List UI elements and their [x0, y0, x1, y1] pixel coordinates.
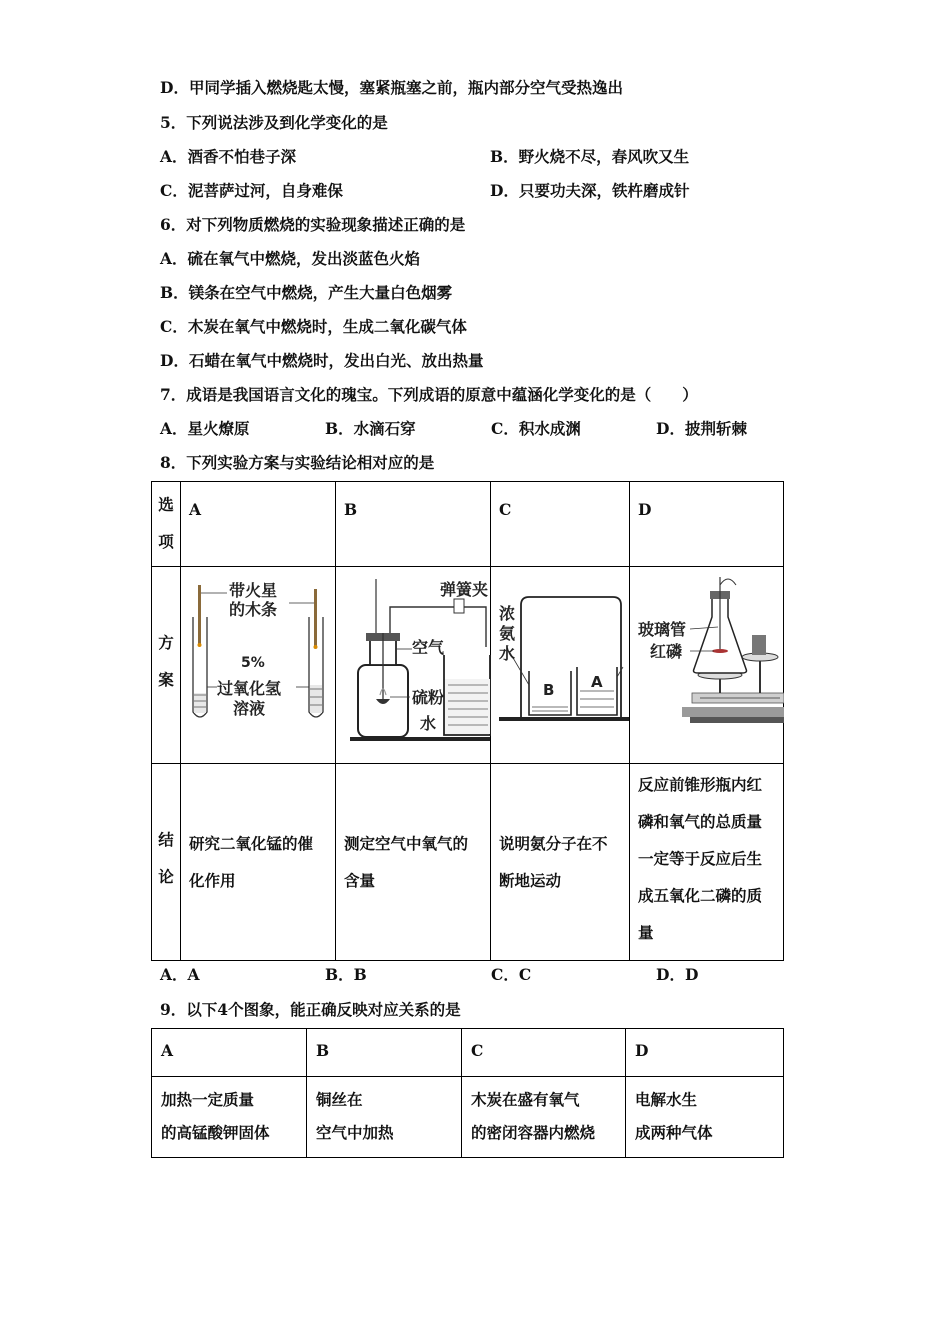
- label-air: 空气: [412, 638, 445, 657]
- label-phosphorus: 红磷: [650, 642, 683, 661]
- q8-header-d: D: [638, 500, 652, 519]
- label-ammonia-2: 氨: [499, 624, 516, 643]
- q8-conclusion-b: 测定空气中氧气的含量: [344, 834, 469, 890]
- q5-option-d: D．只要功夫深，铁杵磨成针: [490, 181, 690, 200]
- q8-figure-a: [181, 567, 336, 763]
- weight: [752, 635, 766, 655]
- q8-conclusion-d: 反应前锥形瓶内红磷和氧气的总质量一定等于反应后生成五氧化二磷的质量: [638, 775, 763, 942]
- q9-desc-a-1: 加热一定质量: [161, 1090, 255, 1109]
- splint-left: [198, 585, 201, 645]
- q8-figure-b: [336, 567, 491, 763]
- q8-conclusion-c: 说明氨分子在不断地运动: [499, 834, 608, 890]
- q8-conclusion-label-1: 结: [158, 830, 174, 849]
- q8-figure-a-cell: [181, 567, 336, 764]
- q9-desc-b-2: 空气中加热: [316, 1123, 394, 1142]
- balance-base: [682, 707, 784, 717]
- q9-header-b: B: [316, 1041, 330, 1060]
- label-beaker-b: B: [543, 681, 555, 699]
- q8-option-label-cell: [152, 482, 181, 567]
- q7-option-c: C．积水成渊: [491, 419, 581, 438]
- tube-down: [476, 607, 486, 647]
- q8-table: [151, 481, 784, 961]
- q9-header-a: A: [161, 1041, 174, 1060]
- q5-option-b: B．野火烧不尽，春风吹又生: [490, 147, 690, 166]
- label-percent: 5%: [241, 655, 265, 671]
- q5-option-c: C．泥菩萨过河，自身难保: [160, 181, 343, 200]
- q8-plan-label-1: 方: [158, 633, 174, 652]
- q8-stem: 8．下列实验方案与实验结论相对应的是: [160, 453, 435, 472]
- label-sulfur: 硫粉: [412, 688, 445, 707]
- q8-header-row: [152, 482, 784, 567]
- q9-desc-d-1: 电解水生: [635, 1090, 698, 1109]
- q7-option-b: B．水滴石穿: [325, 419, 416, 438]
- q8-option-label-2: 项: [158, 532, 174, 551]
- q8-header-b: B: [344, 500, 358, 519]
- q9-header-row: [152, 1029, 784, 1077]
- label-solution-2: 溶液: [233, 699, 266, 718]
- q8-option-a: A．A: [160, 965, 200, 984]
- q8-option-label-1: 选: [158, 495, 174, 514]
- q5-option-a: A．酒香不怕巷子深: [160, 147, 297, 166]
- label-solution: 过氧化氢: [217, 679, 282, 698]
- q8-conclusion-label-2: 论: [158, 867, 174, 886]
- q7-option-a: A．星火燎原: [160, 419, 250, 438]
- label-tube: 玻璃管: [638, 620, 687, 639]
- q8-figure-c: [491, 567, 630, 763]
- q8-plan-label-2: 案: [158, 670, 174, 689]
- q9-header-d: D: [635, 1041, 649, 1060]
- q9-desc-b-1: 铜丝在: [316, 1090, 363, 1109]
- q6-option-d: D．石蜡在氧气中燃烧时，发出白光、放出热量: [160, 351, 484, 370]
- label-water: 水: [420, 714, 437, 733]
- label-stick: 带火星: [229, 581, 278, 600]
- ember-left: [198, 643, 202, 647]
- label-clamp: 弹簧夹: [440, 580, 489, 599]
- q7-stem: 7．成语是我国语言文化的瑰宝。下列成语的原意中蕴涵化学变化的是（ ）: [160, 385, 698, 404]
- tube-top: [390, 607, 456, 633]
- q9-header-c: C: [471, 1041, 484, 1060]
- label-beaker-a: A: [591, 673, 603, 691]
- q8-figure-c-cell: [491, 567, 630, 764]
- q8-option-d: D．D: [656, 965, 699, 984]
- q9-table: [151, 1028, 784, 1158]
- q8-plan-label-cell: [152, 567, 181, 764]
- q8-conclusion-label-cell: [152, 764, 181, 961]
- q9-stem: 9．以下4个图象，能正确反映对应关系的是: [160, 1000, 461, 1019]
- label-ammonia-1: 浓: [499, 604, 516, 623]
- splint-right: [314, 589, 317, 647]
- liquid-left: [194, 693, 206, 713]
- clamp: [454, 599, 464, 613]
- q6-option-c: C．木炭在氧气中燃烧时，生成二氧化碳气体: [160, 317, 467, 336]
- label-stick-2: 的木条: [229, 600, 278, 619]
- q9-desc-a-2: 的高锰酸钾固体: [161, 1123, 270, 1142]
- q6-option-b: B．镁条在空气中燃烧，产生大量白色烟雾: [160, 283, 453, 302]
- q6-option-a: A．硫在氧气中燃烧，发出淡蓝色火焰: [160, 249, 421, 268]
- q8-conclusion-row: [152, 764, 784, 961]
- q8-option-c: C．C: [491, 965, 532, 984]
- balloon: [720, 579, 736, 585]
- q8-figure-b-cell: [336, 567, 491, 764]
- q9-description-row: [152, 1077, 784, 1158]
- q9-desc-d-2: 成两种气体: [635, 1123, 713, 1142]
- q9-desc-c-1: 木炭在盛有氧气: [471, 1090, 580, 1109]
- water: [445, 679, 490, 734]
- q8-figure-d: [630, 567, 784, 763]
- q8-plan-row: [152, 567, 784, 764]
- q4-option-d: D．甲同学插入燃烧匙太慢，塞紧瓶塞之前，瓶内部分空气受热逸出: [160, 78, 623, 97]
- q8-header-c: C: [499, 500, 512, 519]
- q7-option-d: D．披荆斩棘: [656, 419, 747, 438]
- q6-stem: 6．对下列物质燃烧的实验现象描述正确的是: [160, 215, 466, 234]
- red-phosphorus: [712, 649, 728, 653]
- q9-desc-c-2: 的密闭容器内燃烧: [471, 1123, 596, 1142]
- q5-stem: 5．下列说法涉及到化学变化的是: [160, 113, 388, 132]
- q8-figure-d-cell: [630, 567, 784, 764]
- balance-foot: [690, 717, 784, 723]
- q8-option-b: B．B: [325, 965, 367, 984]
- q8-header-a: A: [189, 500, 202, 519]
- label-ammonia-3: 水: [499, 644, 516, 663]
- ember-right: [314, 645, 318, 649]
- q8-conclusion-a: 研究二氧化锰的催化作用: [189, 834, 314, 890]
- base: [499, 717, 629, 721]
